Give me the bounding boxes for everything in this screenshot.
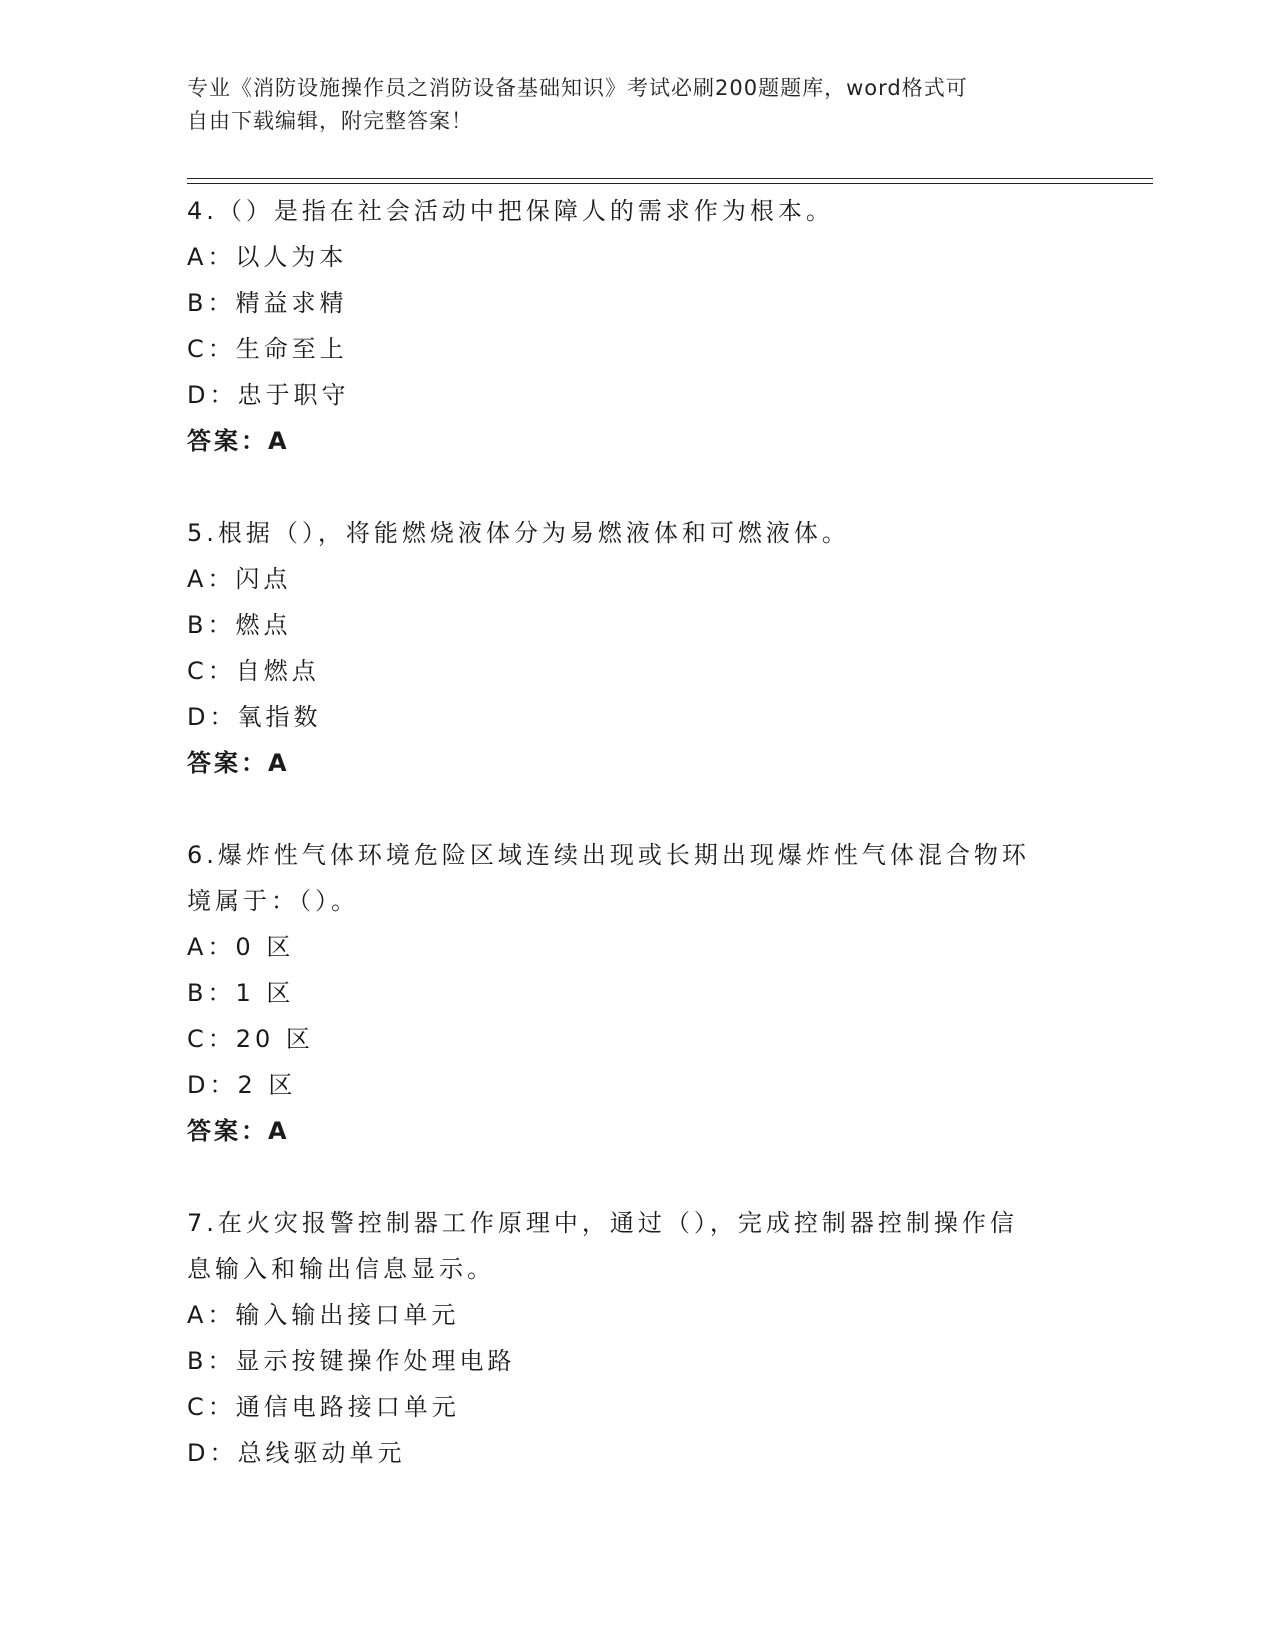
option-b: B：精益求精 [187,289,348,317]
option-d: D：总线驱动单元 [187,1439,406,1467]
option-c: C：自燃点 [187,657,320,685]
question-text: 5.根据（），将能燃烧液体分为易燃液体和可燃液体。 [187,519,850,547]
question-4 [187,188,1087,464]
answer: 答案：A [187,1117,290,1145]
question-7 [187,1200,1087,1476]
option-a: A：闪点 [187,565,292,593]
option-c: C：通信电路接口单元 [187,1393,460,1421]
answer: 答案：A [187,427,290,455]
header-line-1: 专业《消防设施操作员之消防设备基础知识》考试必刷200题题库，word格式可 [187,76,968,100]
question-text-line-1: 6.爆炸性气体环境危险区域连续出现或长期出现爆炸性气体混合物环 [187,841,1030,869]
question-text-line-1: 7.在火灾报警控制器工作原理中，通过（），完成控制器控制操作信 [187,1209,1018,1237]
question-5 [187,510,1087,786]
option-d: D：氧指数 [187,703,322,731]
question-list [187,188,1087,1522]
option-b: B：显示按键操作处理电路 [187,1347,516,1375]
option-a: A：以人为本 [187,243,348,271]
question-text-line-2: 境属于：（）。 [187,887,359,915]
question-text: 4.（）是指在社会活动中把保障人的需求作为根本。 [187,197,834,225]
document-header [187,72,1067,138]
question-text-line-2: 息输入和输出信息显示。 [187,1255,495,1283]
option-c: C：生命至上 [187,335,348,363]
question-6 [187,832,1087,1154]
option-c: C：20 区 [187,1025,314,1053]
option-b: B：1 区 [187,979,295,1007]
header-line-2: 自由下载编辑，附完整答案！ [187,109,473,133]
option-d: D：忠于职守 [187,381,350,409]
option-d: D：2 区 [187,1071,297,1099]
header-divider-top [187,178,1153,179]
option-a: A：0 区 [187,933,295,961]
answer: 答案：A [187,749,290,777]
header-divider-bottom [187,183,1153,184]
option-b: B：燃点 [187,611,292,639]
option-a: A：输入输出接口单元 [187,1301,460,1329]
